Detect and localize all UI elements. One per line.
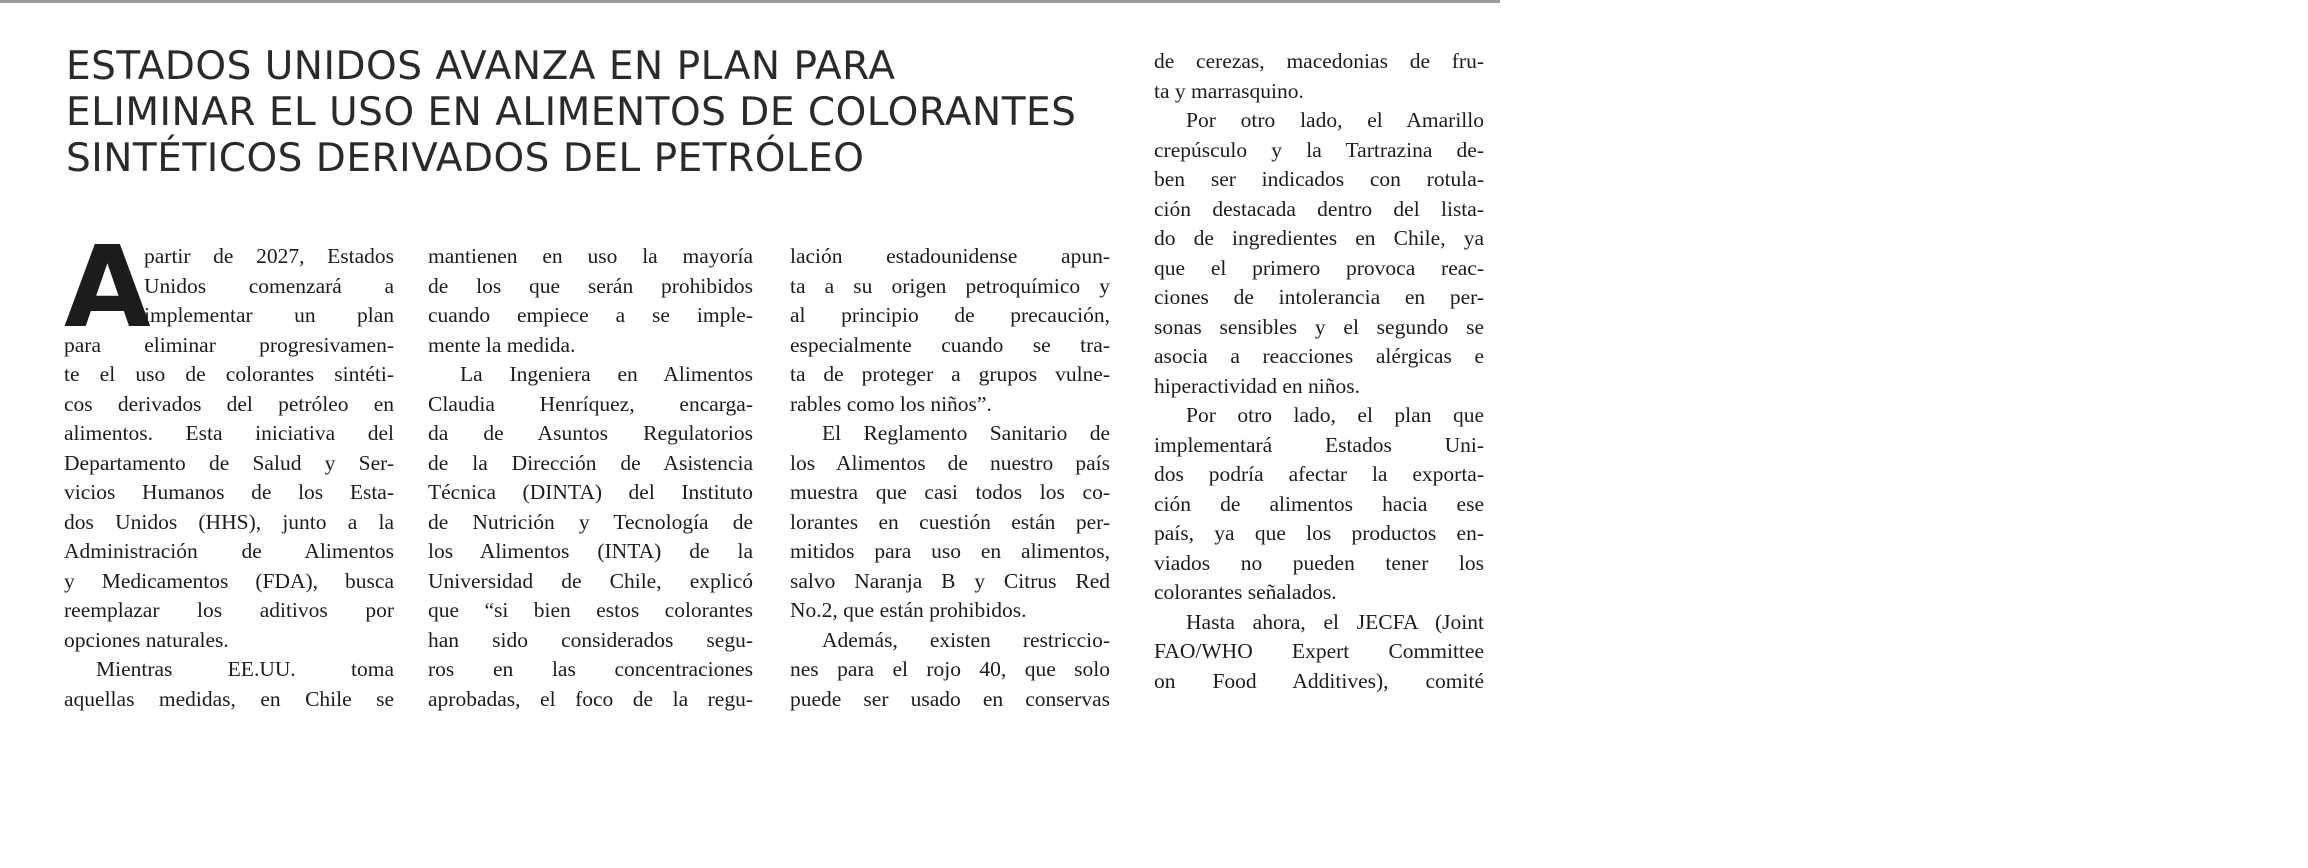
text-line: lorantes en cuestión están per- — [790, 509, 1110, 534]
text-line: vicios Humanos de los Esta- — [64, 480, 394, 504]
text-line: de la Dirección de Asistencia — [428, 450, 753, 475]
text-line: lación estadounidense apun- — [790, 244, 1110, 268]
drop-cap: A — [64, 223, 151, 353]
text-line: especialmente cuando se tra- — [790, 332, 1110, 357]
text-line: cuando empiece a se imple- — [428, 303, 753, 327]
headline-line: ESTADOS UNIDOS AVANZA EN PLAN PARA — [66, 44, 896, 89]
text-line: viados no pueden tener los — [1154, 550, 1484, 575]
text-line: salvo Naranja B y Citrus Red — [790, 568, 1110, 593]
text-line: aprobadas, el foco de la regu- — [428, 686, 753, 711]
text-line: los Alimentos (INTA) de la — [428, 539, 753, 563]
text-line: ben ser indicados con rotula- — [1154, 167, 1484, 191]
text-line: Además, existen restriccio- — [822, 627, 1110, 652]
text-line: dos Unidos (HHS), junto a la — [64, 509, 394, 534]
text-line: hiperactividad en niños. — [1154, 373, 1360, 398]
text-line: No.2, que están prohibidos. — [790, 598, 1027, 622]
article-column-3 — [790, 242, 1110, 714]
text-line: ta a su origen petroquímico y — [790, 273, 1110, 298]
text-line: asocia a reacciones alérgicas e — [1154, 344, 1484, 368]
text-line: nes para el rojo 40, que solo — [790, 657, 1110, 681]
text-line: sonas sensibles y el segundo se — [1154, 314, 1484, 339]
text-line: te el uso de colorantes sintéti- — [64, 362, 394, 386]
text-line: Departamento de Salud y Ser- — [64, 450, 394, 475]
text-line: do de ingredientes en Chile, ya — [1154, 226, 1484, 250]
article-column-1 — [64, 242, 394, 714]
headline-line: ELIMINAR EL USO EN ALIMENTOS DE COLORANTES — [66, 90, 1077, 135]
headline-line: SINTÉTICOS DERIVADOS DEL PETRÓLEO — [66, 136, 865, 181]
text-line: colorantes señalados. — [1154, 580, 1337, 604]
text-line: Por otro lado, el Amarillo — [1186, 108, 1484, 132]
text-line: los Alimentos de nuestro país — [790, 450, 1110, 475]
text-line: FAO/WHO Expert Committee — [1154, 639, 1484, 663]
text-line: de Nutrición y Tecnología de — [428, 509, 753, 534]
text-line: mente la medida. — [428, 332, 576, 357]
text-line: Mientras EE.UU. toma — [96, 657, 394, 681]
text-line: que el primero provoca reac- — [1154, 255, 1484, 280]
text-line: ta y marrasquino. — [1154, 78, 1304, 103]
text-line: Hasta ahora, el JECFA (Joint — [1186, 609, 1484, 634]
text-line: opciones naturales. — [64, 627, 229, 652]
text-line: para eliminar progresivamen- — [64, 332, 394, 357]
top-rule — [0, 0, 1500, 3]
article-column-2 — [428, 242, 753, 714]
text-line: alimentos. Esta iniciativa del — [64, 421, 394, 445]
text-line: ta de proteger a grupos vulne- — [790, 362, 1110, 386]
text-line: Técnica (DINTA) del Instituto — [428, 480, 753, 504]
text-line: ciones de intolerancia en per- — [1154, 285, 1484, 309]
text-line: ros en las concentraciones — [428, 657, 753, 681]
text-line: de cerezas, macedonias de fru- — [1154, 49, 1484, 73]
text-line: de los que serán prohibidos — [428, 273, 753, 298]
text-line: al principio de precaución, — [790, 303, 1110, 327]
text-line: ción destacada dentro del lista- — [1154, 196, 1484, 221]
text-line: muestra que casi todos los co- — [790, 480, 1110, 504]
text-line: partir de 2027, Estados — [144, 244, 394, 268]
text-line: Por otro lado, el plan que — [1186, 403, 1484, 427]
text-line: que “si bien estos colorantes — [428, 598, 753, 622]
text-line: mantienen en uso la mayoría — [428, 244, 753, 268]
text-line: Universidad de Chile, explicó — [428, 568, 753, 593]
article-headline — [66, 44, 1126, 182]
text-line: reemplazar los aditivos por — [64, 598, 394, 622]
text-line: país, ya que los productos en- — [1154, 521, 1484, 545]
text-line: crepúsculo y la Tartrazina de- — [1154, 137, 1484, 162]
text-line: han sido considerados segu- — [428, 627, 753, 652]
text-line: El Reglamento Sanitario de — [822, 421, 1110, 445]
text-line: Administración de Alimentos — [64, 539, 394, 563]
text-line: cos derivados del petróleo en — [64, 391, 394, 416]
text-line: puede ser usado en conservas — [790, 686, 1110, 711]
text-line: La Ingeniera en Alimentos — [460, 362, 753, 386]
text-line: mitidos para uso en alimentos, — [790, 539, 1110, 563]
text-line: Claudia Henríquez, encarga- — [428, 391, 753, 416]
text-line: da de Asuntos Regulatorios — [428, 421, 753, 445]
text-line: aquellas medidas, en Chile se — [64, 686, 394, 711]
text-line: rables como los niños”. — [790, 391, 992, 416]
text-line: on Food Additives), comité — [1154, 668, 1484, 693]
text-line: dos podría afectar la exporta- — [1154, 462, 1484, 486]
text-line: y Medicamentos (FDA), busca — [64, 568, 394, 593]
text-line: ción de alimentos hacia ese — [1154, 491, 1484, 516]
article-column-4 — [1154, 47, 1484, 696]
text-line: Unidos comenzará a — [144, 273, 394, 298]
text-line: implementar un plan — [144, 303, 394, 327]
text-line: implementará Estados Uni- — [1154, 432, 1484, 457]
